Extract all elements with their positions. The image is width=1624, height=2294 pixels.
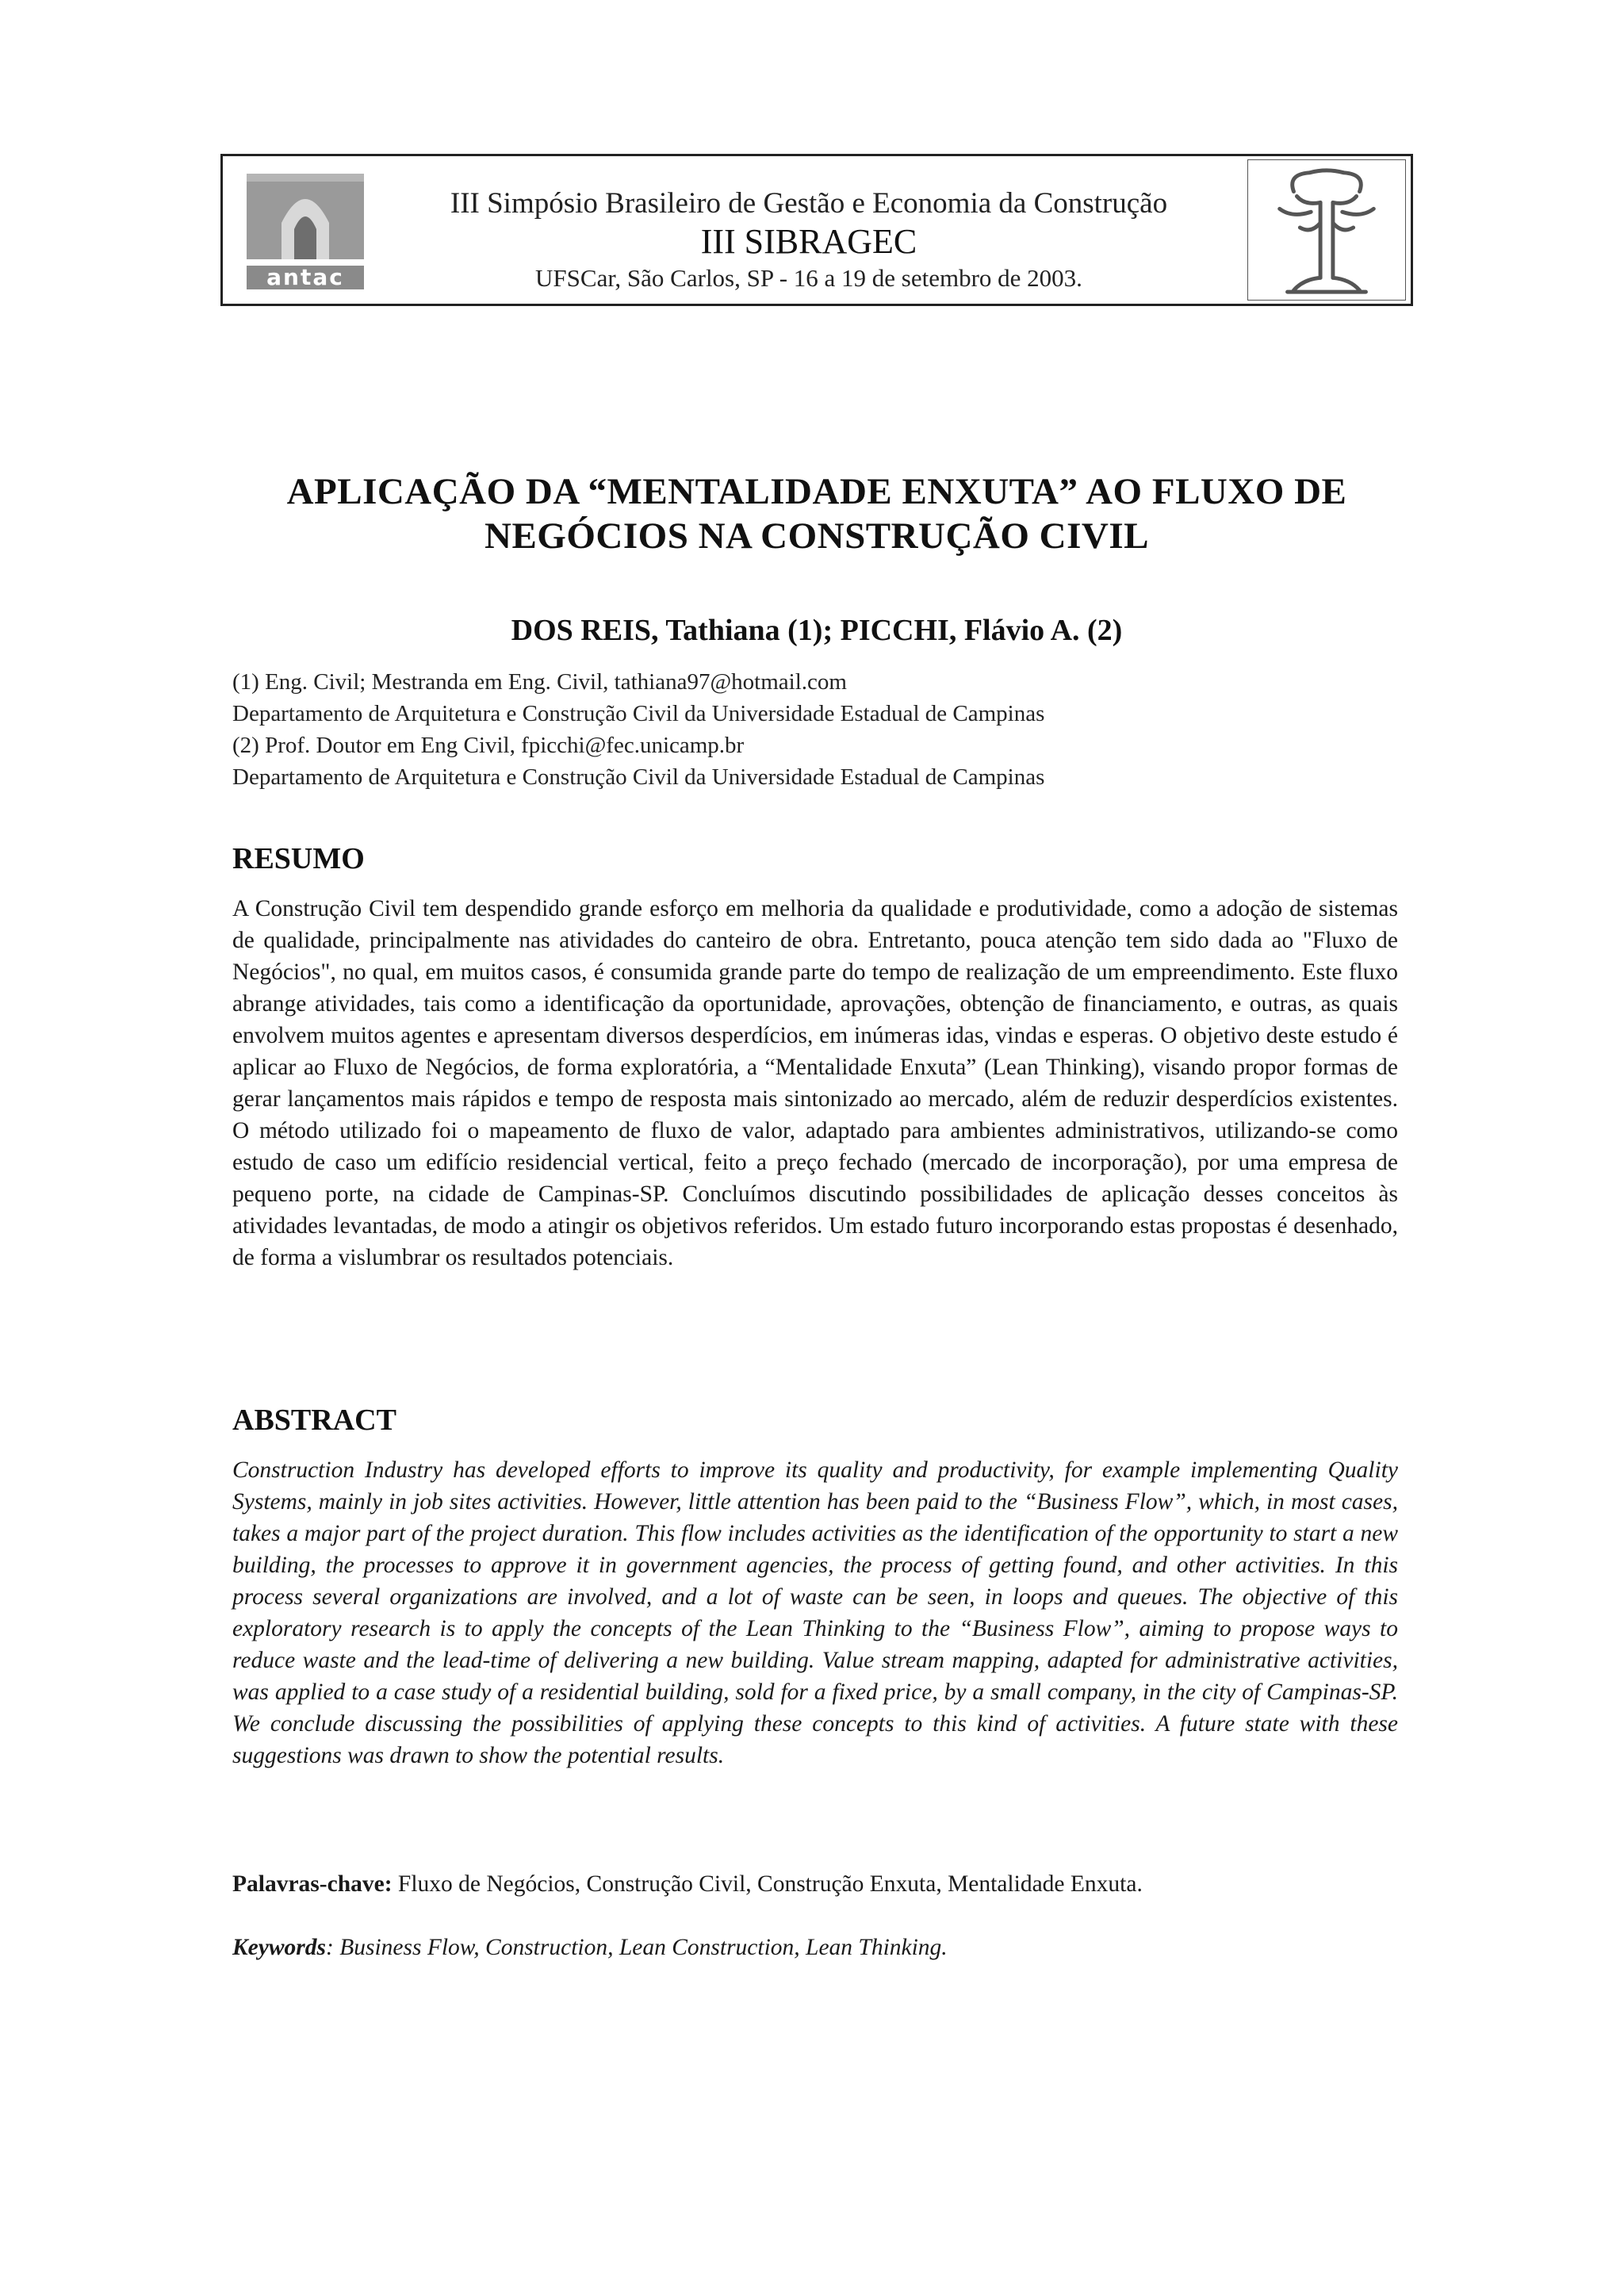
conference-info <box>381 186 1236 294</box>
conference-header <box>220 154 1413 306</box>
paper-title <box>220 469 1413 558</box>
antac-logo <box>242 167 369 294</box>
abstract-text: Construction Industry has developed efforts to improve its quality and productivity, for example implementing Quality Systems, mainly in job sites activities. However, little attention has been paid to the “Business Flow”, which, in most cases, takes a major part of the project duration. This flow includes activities as the identification of the opportunity to start a new building, the processes to approve it in government agencies, the process of getting found, and other activities. In this process several organizations are involved, and a lot of waste can be seen, in loops and queues. The objective of this exploratory research is to apply the concepts of the Lean Thinking to the “Business Flow”, aiming to propose ways to reduce waste and the lead-time of delivering a new building. Value stream mapping, adapted for administrative activities, was applied to a case study of a residential building, sold for a fixed price, by a small company, in the city of Campinas-SP. We conclude discussing the possibilities of applying these concepts to this kind of activities. A future state with these suggestions was drawn to show the potential results. <box>232 1457 1398 1768</box>
affiliation-line: Departamento de Arquitetura e Construção Civil da Universidade Estadual de Campinas <box>232 764 1045 790</box>
sibragec-logo <box>1247 159 1406 301</box>
author-affiliations <box>232 666 1406 793</box>
paper-title-line1: APLICAÇÃO DA “MENTALIDADE ENXUTA” AO FLUXO DE <box>286 471 1347 512</box>
keywords <box>232 1932 1398 1963</box>
paper-authors: DOS REIS, Tathiana (1); PICCHI, Flávio A. (2) <box>511 614 1123 647</box>
conference-name: III Simpósio Brasileiro de Gestão e Economia da Construção <box>450 187 1168 220</box>
resumo-heading: RESUMO <box>232 842 365 875</box>
keywords-label: Keywords <box>232 1935 326 1960</box>
resumo-text: A Construção Civil tem despendido grande esforço em melhoria da qualidade e produtividade, como a adoção de sistemas de qualidade, principalmente nas atividades do canteiro de obra. Entretanto, pouca atenção tem sido dada ao "Fluxo de Negócios", no qual, em muitos casos, é consumida grande parte do tempo de realização de um empreendimento. Este fluxo abrange atividades, tais como a identificação da oportunidade, aprovações, obtenção de financiamento, e outras, as quais envolvem muitos agentes e apresentam diversos desperdícios, em inúmeras idas, vindas e esperas. O objetivo deste estudo é aplicar ao Fluxo de Negócios, de forma exploratória, a “Mentalidade Enxuta” (Lean Thinking), visando propor formas de gerar lançamentos mais rápidos e tempo de resposta mais sintonizado ao mercado, além de reduzir desperdícios existentes. O método utilizado foi o mapeamento de fluxo de valor, adaptado para ambientes administrativos, utilizando-se como estudo de caso um edifício residencial vertical, feito a preço fechado (mercado de incorporação), por uma empresa de pequeno porte, na cidade de Campinas-SP. Concluímos discutindo possibilidades de aplicação desses conceitos às atividades levantadas, de modo a atingir os objetivos referidos. Um estado futuro incorporando estas propostas é desenhado, de forma a vislumbrar os resultados potenciais. <box>232 896 1398 1270</box>
conference-acronym: III SIBRAGEC <box>700 222 917 261</box>
keywords-text: : Business Flow, Construction, Lean Construction, Lean Thinking. <box>326 1935 948 1960</box>
paper-title-line2: NEGÓCIOS NA CONSTRUÇÃO CIVIL <box>485 515 1149 557</box>
antac-logo-text: antac <box>266 264 344 290</box>
abstract-heading: ABSTRACT <box>232 1404 396 1437</box>
affiliation-line: Departamento de Arquitetura e Construção Civil da Universidade Estadual de Campinas <box>232 701 1045 726</box>
palavras-chave-text: Fluxo de Negócios, Construção Civil, Construção Enxuta, Mentalidade Enxuta. <box>392 1871 1143 1897</box>
affiliation-line: (1) Eng. Civil; Mestranda em Eng. Civil, tathiana97@hotmail.com <box>232 669 847 695</box>
conference-location-date: UFSCar, São Carlos, SP - 16 a 19 de setembro de 2003. <box>535 264 1082 292</box>
palavras-chave-label: Palavras-chave: <box>232 1871 393 1897</box>
palavras-chave <box>232 1868 1398 1900</box>
affiliation-line: (2) Prof. Doutor em Eng Civil, fpicchi@fec.unicamp.br <box>232 733 745 758</box>
